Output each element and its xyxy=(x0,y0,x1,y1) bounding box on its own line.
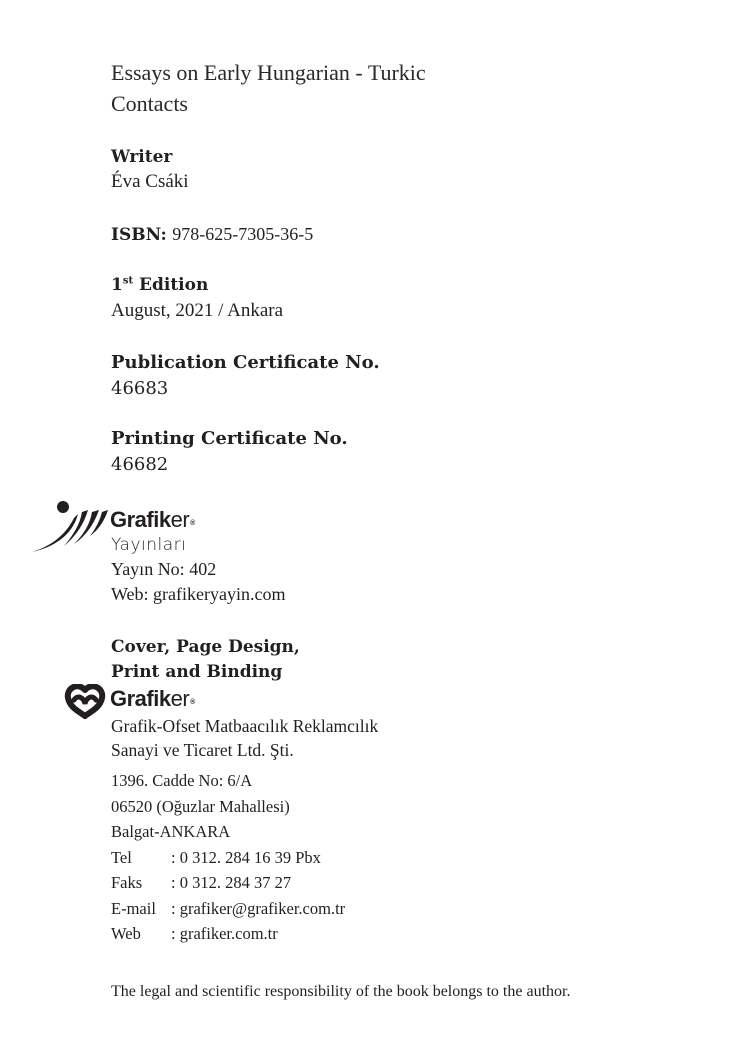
isbn-value: 978-625-7305-36-5 xyxy=(172,224,314,244)
edition-word: Edition xyxy=(139,275,209,295)
book-title-line-1: Essays on Early Hungarian - Turkic xyxy=(111,60,426,85)
edition-date: August, 2021 / Ankara xyxy=(111,300,284,321)
contact-row-tel xyxy=(111,845,345,871)
contact-row-web xyxy=(111,921,345,947)
contact-key: Tel xyxy=(111,847,132,867)
publisher-brand-main: Grafik xyxy=(110,507,171,532)
responsibility-note: The legal and scientific responsibility of the book belongs to the author. xyxy=(111,983,571,1000)
contact-value: : 0 312. 284 37 27 xyxy=(171,873,292,892)
publisher-registered-mark: ® xyxy=(190,520,195,527)
printer-label-line-1: Cover, Page Design, xyxy=(111,637,300,657)
printing-certificate-label: Printing Certificate No. xyxy=(111,428,348,449)
address-line-1: 1396. Cadde No: 6/A xyxy=(111,771,253,790)
printer-brand-end: er xyxy=(170,686,190,711)
contact-row-faks xyxy=(111,870,345,896)
printer-company-line-1: Grafik-Ofset Matbaacılık Reklamcılık xyxy=(111,716,379,736)
contact-value: : grafiker.com.tr xyxy=(171,924,278,943)
printer-brand xyxy=(110,686,195,712)
contact-key: E-mail xyxy=(111,898,156,918)
contact-value: : grafiker@grafiker.com.tr xyxy=(171,898,346,918)
printing-certificate-value: 46682 xyxy=(111,454,169,475)
publisher-web: Web: grafikeryayin.com xyxy=(111,584,286,604)
printer-company-line-2: Sanayi ve Ticaret Ltd. Şti. xyxy=(111,740,294,760)
contact-key: Faks xyxy=(111,873,143,892)
publisher-issue: Yayın No: 402 xyxy=(111,559,217,579)
book-title xyxy=(111,57,426,119)
writer-label: Writer xyxy=(111,147,173,167)
writer-name: Éva Csáki xyxy=(111,171,189,192)
printer-label-line-2: Print and Binding xyxy=(111,662,283,682)
publication-certificate-label: Publication Certificate No. xyxy=(111,352,380,373)
edition-label xyxy=(111,273,208,297)
contact-value: : 0 312. 284 16 39 Pbx xyxy=(171,847,321,867)
publisher-brand xyxy=(110,507,195,533)
printer-brand-main: Grafik xyxy=(110,686,171,711)
isbn-row xyxy=(111,222,313,247)
publisher-subtitle: Yayınları xyxy=(111,535,187,555)
contact-key: Web xyxy=(111,924,141,943)
publication-certificate-value: 46683 xyxy=(111,378,169,399)
publisher-brand-end: er xyxy=(170,507,190,532)
edition-number: 1 xyxy=(111,275,123,295)
edition-suffix: st xyxy=(122,275,134,287)
printer-registered-mark: ® xyxy=(190,699,195,706)
grafiker-ofset-knot-logo-icon xyxy=(64,684,106,720)
address-line-3: Balgat-ANKARA xyxy=(111,822,231,841)
grafiker-yayinlari-swoosh-logo-icon xyxy=(30,500,110,556)
book-title-line-2: Contacts xyxy=(111,91,188,116)
contact-row-email xyxy=(111,896,345,922)
address-line-2: 06520 (Oğuzlar Mahallesi) xyxy=(111,796,290,816)
printer-address xyxy=(111,768,345,947)
isbn-label: ISBN: xyxy=(111,225,167,245)
